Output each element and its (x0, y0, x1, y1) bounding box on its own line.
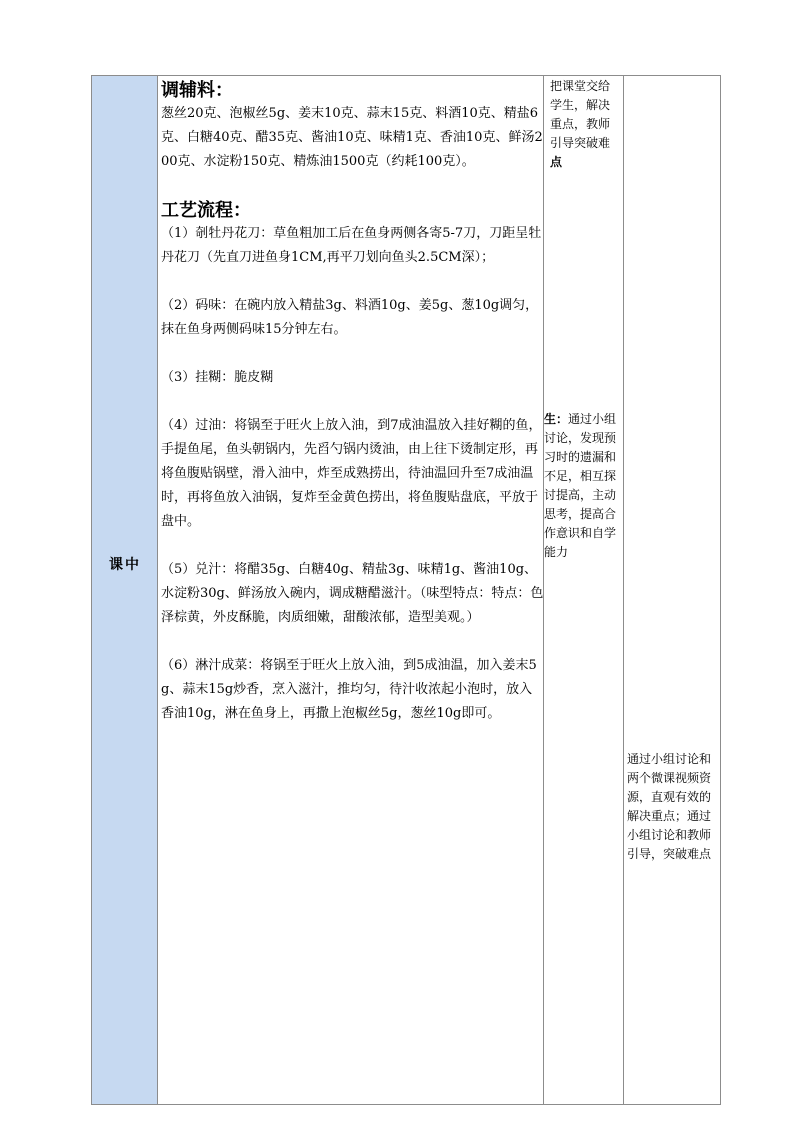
process-step: （6）淋汁成菜：将锅至于旺火上放入油，到5成油温，加入姜末5g、蒜末15g炒香，烹入滋汁，推均匀，待汁收浓起小泡时，放入香油10g，淋在鱼身上，再撒上泡椒丝5g，葱丝10g即可。 (161, 658, 537, 721)
teacher-note-tail: 点 (550, 155, 563, 169)
process-step: （1）剞牡丹花刀：草鱼粗加工后在鱼身两侧各寄5-7刀，刀距呈牡丹花刀（先直刀进鱼身1CM,再平刀划向鱼头2.5CM深）； (161, 226, 542, 265)
content-column (158, 76, 544, 1104)
teacher-note-text: 把课堂交给学生，解决重点，教师引导突破难 (550, 79, 611, 150)
lesson-content (161, 80, 544, 726)
teacher-note (550, 77, 618, 172)
activity-column (544, 76, 624, 1104)
process-heading: 工艺流程： (161, 200, 251, 221)
stage-column (92, 76, 158, 1104)
design-column (624, 76, 720, 1104)
seasoning-text: 葱丝20克、泡椒丝5g、姜末10克、蒜末15克、料酒10克、精盐6克、白糖40克、醋35克、酱油10克、味精1克、香油10克、鲜汤200克、水淀粉150克、精炼油1500克（约耗100克）。 (161, 106, 543, 169)
process-step: （5）兑汁：将醋35g、白糖40g、精盐3g、味精1g、酱油10g、水淀粉30g、鲜汤放入碗内，调成糖醋滋汁。（味型特点：特点：色泽棕黄，外皮酥脆，肉质细嫩，甜酸浓郁，造型美观。） (161, 562, 544, 625)
lesson-table (91, 75, 721, 1105)
design-note: 通过小组讨论和两个微课视频资源，直观有效的解决重点；通过小组讨论和教师引导，突破难点 (627, 752, 712, 861)
process-step: （2）码味：在碗内放入精盐3g、料酒10g、姜5g、葱10g调匀，抹在鱼身两侧码味15分钟左右。 (161, 298, 539, 337)
student-note-lead: 生： (544, 412, 569, 426)
process-step: （3）挂糊：脆皮糊 (161, 370, 274, 385)
process-step: （4）过油：将锅至于旺火上放入油，到7成油温放入挂好糊的鱼，手提鱼尾，鱼头朝锅内，先舀勺锅内烫油，由上往下烫制定形，再将鱼腹贴锅壁，滑入油中，炸至成熟捞出，待油温回升至7成油温时，再将鱼放入油锅，复炸至金黄色捞出，将鱼腹贴盘底，平放于盘中。 (161, 418, 542, 529)
stage-label: 课中 (109, 557, 141, 573)
student-note (544, 410, 620, 562)
seasoning-heading: 调辅料： (161, 80, 233, 101)
student-note-text: 通过小组讨论，发现预习时的遗漏和不足，相互探讨提高，主动思考，提高合作意识和自学能力 (544, 412, 617, 559)
